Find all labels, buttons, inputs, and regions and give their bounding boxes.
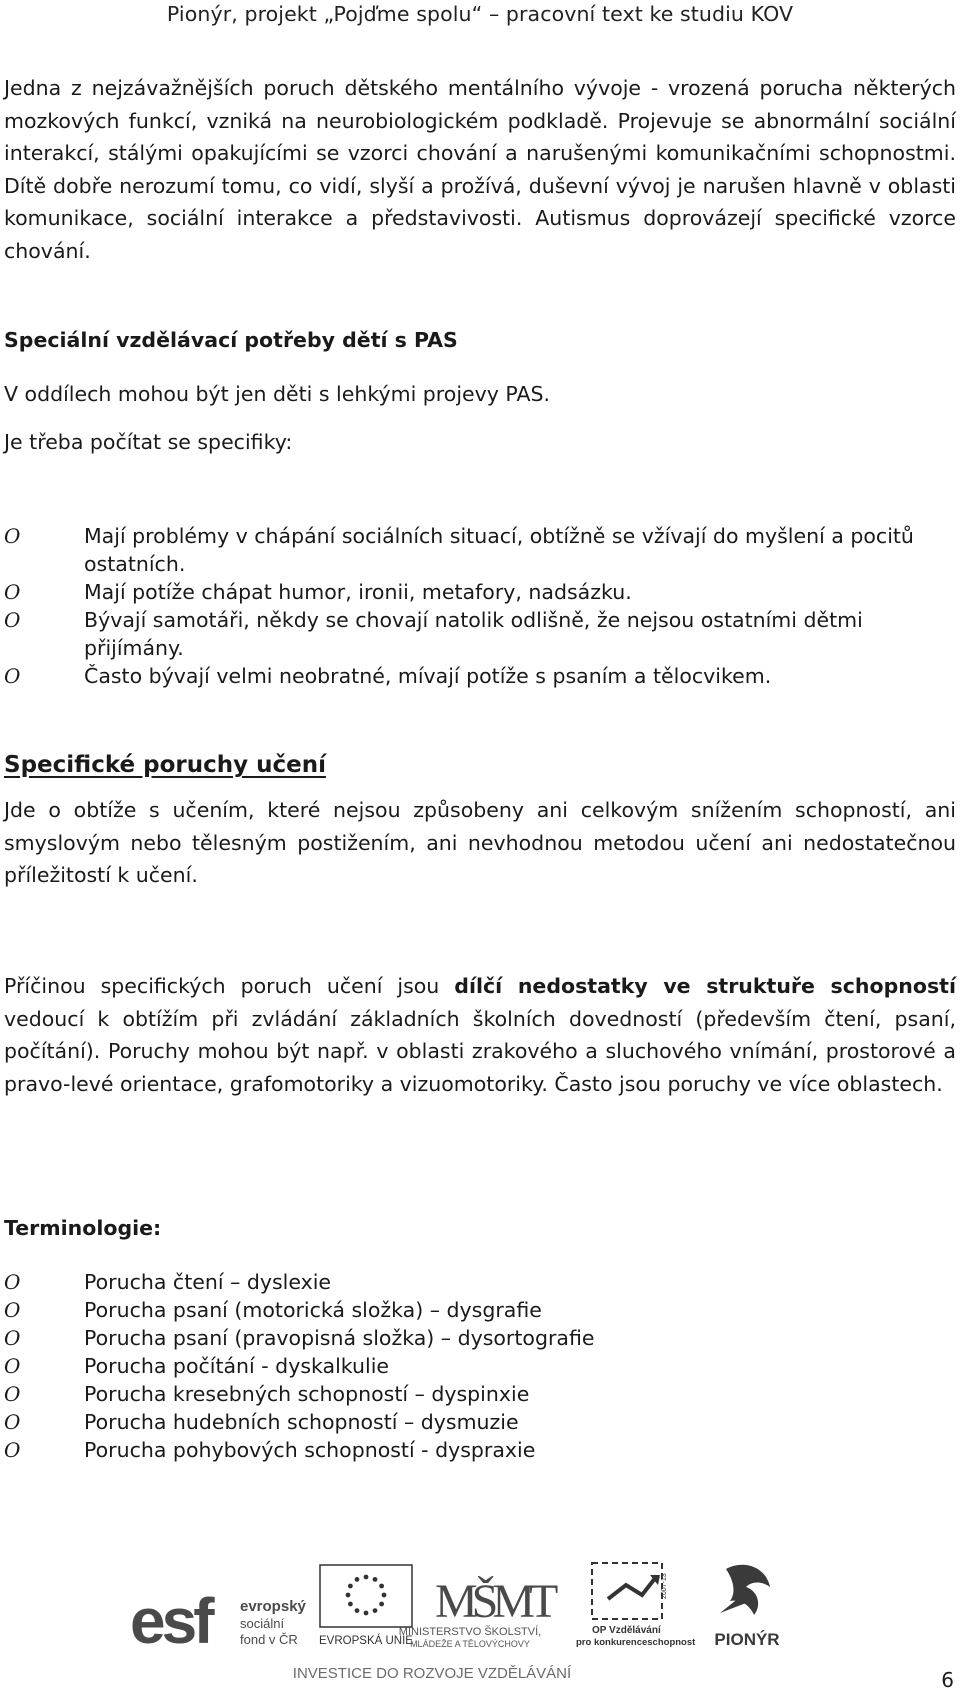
svg-text:EVROPSKÁ UNIE: EVROPSKÁ UNIE	[319, 1635, 413, 1647]
bullet-o-icon: O	[4, 1270, 21, 1294]
bullet-o-icon: O	[4, 524, 21, 548]
op-vk-logo	[576, 1563, 696, 1648]
svg-text:MLÁDEŽE A TĚLOVÝCHOVY: MLÁDEŽE A TĚLOVÝCHOVY	[410, 1639, 530, 1649]
eu-flag-icon	[320, 1565, 412, 1627]
list-item: O Porucha hudebních schopností – dysmuzie	[4, 1410, 519, 1434]
esf-mark: esf	[130, 1585, 211, 1657]
eu-stars-icon	[346, 1575, 387, 1616]
bullet-o-icon: O	[4, 664, 21, 688]
cause-emphasis: dílčí nedostatky ve struktuře schopností	[454, 974, 956, 998]
spu-paragraph: Jde o obtíže s učením, které nejsou způsobeny ani celkovým snížením schopností, ani smyslovým nebo tělesným postižením, ani nevhodnou metodou učení ani nedostatečnou příležitostí k učení.	[4, 798, 956, 887]
footer-logos	[130, 1555, 830, 1685]
bullet-o-icon: O	[4, 1326, 21, 1350]
msmt-logo	[399, 1574, 558, 1649]
pas-heading: Speciální vzdělávací potřeby dětí s PAS	[4, 328, 458, 352]
spu-heading: Specifické poruchy učení	[4, 752, 326, 778]
spu-cause-paragraph: Příčinou specifických poruch učení jsou dílčí nedostatky ve struktuře schopností vedoucí k obtížím při zvládání základních školních dovedností (především čtení, psaní, počítání). Poruchy mohou být např. v oblasti zrakového a sluchového vnímání, prostorové a pravo-levé orientace, grafomotoriky a vizuomotoriky. Často jsou poruchy ve více oblastech.	[4, 974, 956, 1096]
bullet-o-icon: O	[4, 1410, 21, 1434]
sponsor-logos	[130, 1555, 830, 1685]
terminology-heading: Terminologie:	[4, 1216, 162, 1240]
bullet-o-icon: O	[4, 608, 21, 632]
bullet-o-icon: O	[4, 1382, 21, 1406]
pionyr-logo	[714, 1565, 779, 1649]
page-number: 6	[941, 1668, 954, 1692]
svg-text:PIONÝR: PIONÝR	[714, 1630, 780, 1649]
svg-text:evropský: evropský	[240, 1598, 306, 1615]
list-item: O Porucha kresebných schopností – dyspinxie	[4, 1382, 530, 1406]
bullet-o-icon: O	[4, 1354, 21, 1378]
pas-line-2: Je třeba počítat se specifiky:	[4, 430, 293, 454]
svg-text:2007-13: 2007-13	[661, 1573, 668, 1599]
svg-text:pro konkurenceschopnost: pro konkurenceschopnost	[576, 1637, 696, 1648]
svg-text:OP Vzdělávání: OP Vzdělávání	[592, 1625, 661, 1636]
list-item: O Často bývají velmi neobratné, mívají potíže s psaním a tělocvikem.	[4, 664, 772, 688]
list-item: O Porucha počítání - dyskalkulie	[4, 1354, 390, 1378]
intro-paragraph: Jedna z nejzávažnějších poruch dětského mentálního vývoje - vrozená porucha některých mozkových funkcí, vzniká na neurobiologickém podkladě. Projevuje se abnormální sociální interakcí, stálými opakujícími se vzorci chování a narušenými komunikačními schopnostmi. Dítě dobře nerozumí tomu, co vidí, slyší a prožívá, duševní vývoj je narušen hlavně v oblasti komunikace, sociální interakce a představivosti. Autismus doprovázejí specifické vzorce chování.	[4, 76, 956, 263]
list-item: O Porucha čtení – dyslexie	[4, 1270, 332, 1294]
bullet-o-icon: O	[4, 580, 21, 604]
list-item: O Porucha psaní (pravopisná složka) – dysortografie	[4, 1326, 595, 1350]
list-item: O Porucha psaní (motorická složka) – dysgrafie	[4, 1298, 542, 1322]
svg-text:fond v ČR: fond v ČR	[240, 1632, 298, 1647]
op-frame-icon	[592, 1563, 662, 1619]
list-item: O Mají problémy v chápání sociálních situací, obtížně se vžívají do myšlení a pocitů ostatních.	[4, 524, 914, 576]
pas-line-1: V oddílech mohou být jen děti s lehkými projevy PAS.	[4, 382, 551, 406]
list-item: O Bývají samotáři, někdy se chovají natolik odlišně, že nejsou ostatními dětmi přijímány.	[4, 608, 863, 660]
op-arrow-icon	[608, 1577, 656, 1599]
list-item: O Mají potíže chápat humor, ironii, metafory, nadsázku.	[4, 580, 632, 604]
slogan: INVESTICE DO ROZVOJE VZDĚLÁVÁNÍ	[292, 1665, 572, 1682]
pas-list	[0, 522, 940, 690]
svg-text:sociální: sociální	[240, 1616, 285, 1631]
bullet-o-icon: O	[4, 1438, 21, 1462]
bullet-o-icon: O	[4, 1298, 21, 1322]
svg-text:MINISTERSTVO ŠKOLSTVÍ,: MINISTERSTVO ŠKOLSTVÍ,	[398, 1626, 542, 1638]
msmt-mark: MŠMT	[435, 1575, 553, 1628]
list-item: O Porucha pohybových schopností - dyspraxie	[4, 1438, 536, 1462]
terminology-list	[0, 1268, 940, 1464]
page-header: Pionýr, projekt „Pojďme spolu“ – pracovní text ke studiu KOV	[166, 2, 794, 26]
esf-logo	[130, 1585, 307, 1657]
